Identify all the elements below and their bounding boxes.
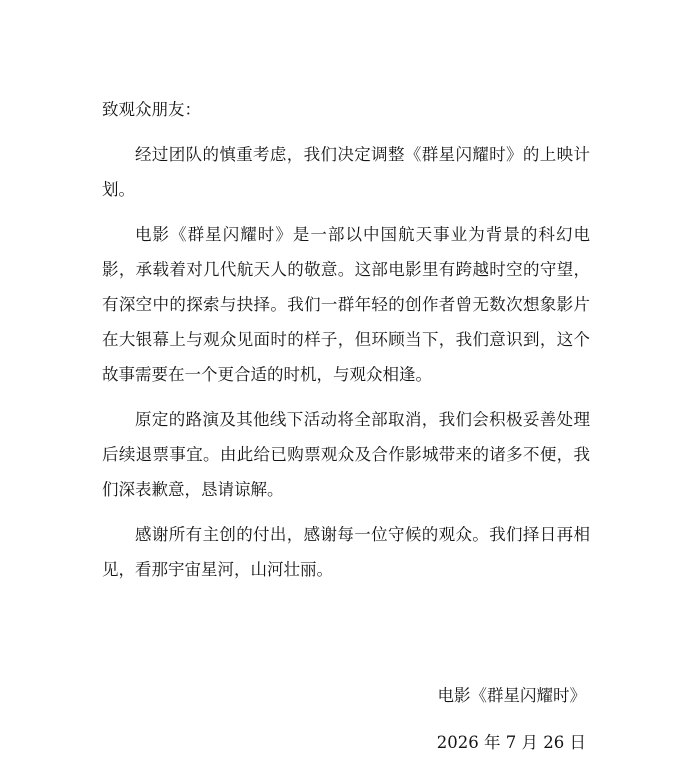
salutation: 致观众朋友：: [102, 100, 201, 119]
signature-date: 2026 年 7 月 26 日: [436, 733, 586, 752]
paragraph-1: 经过团队的慎重考虑，我们决定调整《群星闪耀时》的上映计划。: [102, 145, 590, 199]
paragraph-2: 电影《群星闪耀时》是一部以中国航天事业为背景的科幻电影，承载着对几代航天人的敬意。这部电影里有跨越时空的守望，有深空中的探索与抉择。我们一群年轻的创作者曾无数次想象影片在大银幕上与观众见面时的样子，但环顾当下，我们意识到，这个故事需要在一个更合适的时机，与观众相逢。: [102, 225, 590, 384]
paragraph-4: 感谢所有主创的付出，感谢每一位守候的观众。我们择日再相见，看那宇宙星河，山河壮丽。: [102, 525, 590, 579]
letter-body: [102, 92, 590, 597]
signature-block: [437, 678, 586, 760]
paragraph-3: 原定的路演及其他线下活动将全部取消，我们会积极妥善处理后续退票事宜。由此给已购票观众及合作影城带来的诸多不便，我们深表歉意，恳请谅解。: [102, 410, 590, 499]
signature-name: 电影《群星闪耀时》: [437, 686, 586, 705]
